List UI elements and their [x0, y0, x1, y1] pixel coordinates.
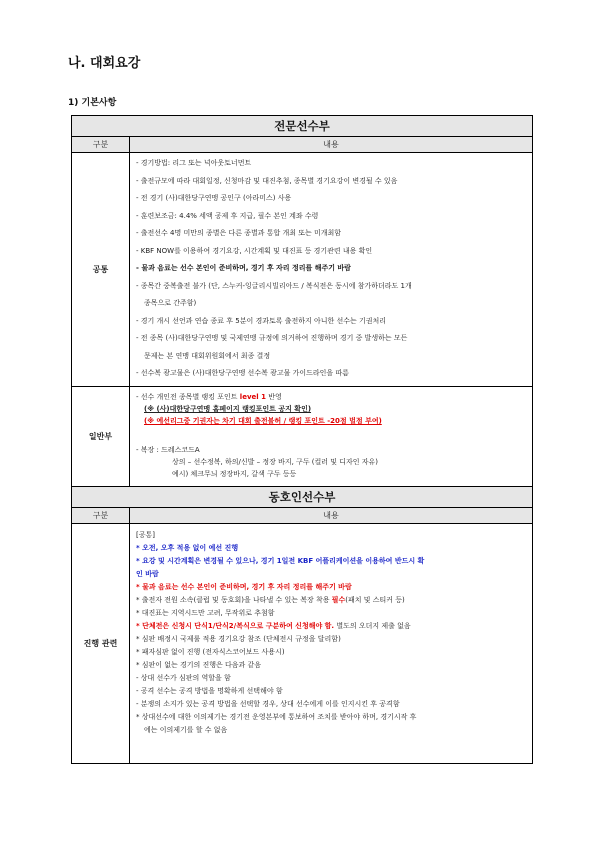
pro-header: 전문선수부 — [72, 116, 533, 137]
list-item-text: 에는 이의제기를 할 수 없음 — [144, 725, 228, 734]
pro-common-content — [130, 153, 533, 387]
club-progress-content — [130, 523, 533, 763]
list-item — [136, 607, 528, 620]
dress-code-example: 예시) 체크무늬 정장바지, 갈색 구두 등등 — [172, 469, 297, 478]
ranking-line — [136, 391, 528, 403]
list-item: - KBF NOW를 이용하여 경기요강, 시간계획 및 대진표 등 경기관련 내용 확인 — [136, 246, 373, 255]
dress-code-line: 상의 – 선수정복, 하의/신발 – 정장 바지, 구두 (컬러 및 디자인 자유) — [172, 457, 379, 466]
list-item: 종목으로 간주함) — [144, 299, 197, 307]
ranking-note-text: (※ (사)대한당구연맹 홈페이지 랭킹포인트 공지 확인) — [144, 404, 312, 413]
list-item: - 물과 음료는 선수 본인이 준비하며, 경기 후 자리 정리를 해주기 바람 — [136, 264, 351, 272]
section-title: 나. 대회요강 — [68, 56, 141, 71]
pro-banner-row — [72, 116, 533, 137]
pro-column-header-row — [72, 137, 533, 153]
list-item — [136, 568, 528, 581]
list-item-text: * 패자심판 없이 진행 (전자식스코어보드 사용시) — [136, 647, 285, 656]
list-item-text: * 출전자 전원 소속(클럽 및 동호회)을 나타낼 수 있는 복장 착용 — [136, 595, 332, 604]
list-item: - 전 경기 (사)대한당구연맹 공인구 (아라미스) 사용 — [136, 194, 292, 202]
pro-general-label: 일반부 — [72, 386, 130, 486]
list-item: - 종목간 중복출전 불가 (단, 스누커-잉글리시빌리아드 / 복식전은 동시에 참가하더라도 1개 — [136, 281, 412, 290]
pro-common-label: 공통 — [72, 153, 130, 387]
list-item-text: [공통] — [136, 530, 155, 539]
col-header-category: 구분 — [72, 137, 130, 153]
list-item — [136, 620, 528, 633]
club-progress-label: 진행 관련 — [72, 523, 130, 763]
pro-general-row — [72, 386, 533, 486]
withdrawal-note — [136, 415, 528, 427]
list-item-text: * 물과 음료는 선수 본인이 준비하며, 경기 후 자리 정리를 해주기 바람 — [136, 582, 352, 591]
list-item — [136, 698, 528, 711]
ranking-text-post: 반영 — [265, 392, 282, 401]
list-item: - 출전규모에 따라 대회일정, 신청마감 및 대진추첨, 종목별 경기요강이 변경될 수 있음 — [136, 176, 398, 185]
list-item — [136, 581, 528, 594]
list-item-text: 인 바람 — [136, 569, 159, 578]
list-item-text: - 상대 선수가 심판의 역할을 함 — [136, 673, 231, 682]
list-item-text: * 요강 및 시간계획은 변경될 수 있으나, 경기 1일전 KBF 어플리케이션을 이용하여 반드시 확 — [136, 556, 425, 565]
list-item — [136, 555, 528, 568]
list-item-text: * 대진표는 지역시드만 고려, 무작위로 추첨함 — [136, 608, 275, 617]
pro-general-content — [130, 386, 533, 486]
list-item: - 전 종목 (사)대한당구연맹 및 국제연맹 규정에 의거하여 진행하며 경기 중 발생하는 모든 — [136, 334, 408, 342]
list-item: - 경기 개시 선언과 연습 종료 후 5분이 경과토록 출전하지 아니한 선수는 기권처리 — [136, 316, 387, 325]
ranking-level: level 1 — [239, 392, 266, 401]
dress-code-title: - 복장 : 드레스코드A — [136, 445, 200, 454]
ranking-text-pre: - 선수 개인전 종목별 랭킹 포인트 — [136, 392, 240, 401]
list-item: - 선수복 광고물은 (사)대한당구연맹 선수복 광고물 가이드라인을 따름 — [136, 369, 349, 377]
list-item-text: * 심판이 없는 경기의 진행은 다음과 같음 — [136, 660, 262, 669]
pro-common-row — [72, 153, 533, 387]
col-header-content: 내용 — [130, 507, 533, 523]
list-item — [136, 711, 528, 724]
rules-table — [71, 115, 533, 764]
ranking-note — [136, 403, 528, 415]
col-header-content: 내용 — [130, 137, 533, 153]
subsection-title: 1) 기본사항 — [68, 98, 117, 108]
col-header-category: 구분 — [72, 507, 130, 523]
list-item — [136, 685, 528, 698]
list-item — [136, 542, 528, 555]
list-item — [136, 672, 528, 685]
list-item — [136, 633, 528, 646]
withdrawal-note-text: (※ 예선리그중 기권자는 차기 대회 출전불허 / 랭킹 포인트 -20점 벌점 부여) — [144, 416, 382, 425]
list-item: - 경기방법: 리그 또는 넉아웃토너먼트 — [136, 159, 252, 167]
club-column-header-row — [72, 507, 533, 523]
list-item-text: * 상대선수에 대한 이의제기는 경기전 운영본부에 통보하여 조치를 받아야 하며, 경기시작 후 — [136, 712, 417, 721]
list-item-text: * 심판 배정시 국제룰 적용 경기요강 참조 (단체전시 규정을 달리함) — [136, 634, 341, 643]
club-banner-row — [72, 486, 533, 507]
list-item-text: - 분쟁의 소지가 있는 공격 방법을 선택할 경우, 상대 선수에게 이를 인지시킨 후 공격함 — [136, 699, 400, 708]
list-item — [136, 724, 528, 737]
list-item — [136, 529, 528, 542]
list-item-emphasis: 필수 — [331, 595, 346, 604]
list-item: 문제는 본 연맹 대회위원회에서 최종 결정 — [144, 351, 271, 360]
list-item-text: - 공격 선수는 공격 방법을 명확하게 선택해야 함 — [136, 686, 283, 695]
club-progress-row — [72, 523, 533, 763]
list-item: - 훈련보조금: 4.4% 세액 공제 후 지급, 필수 본인 계좌 수령 — [136, 211, 319, 220]
club-list — [136, 529, 528, 737]
list-item — [136, 594, 528, 607]
list-item — [136, 659, 528, 672]
list-item-text: * 오전, 오후 적용 없이 예선 진행 — [136, 543, 239, 552]
list-item-suffix: (패치 및 스티커 등) — [345, 595, 405, 604]
club-header: 동호인선수부 — [72, 486, 533, 507]
list-item-text: * 단체전은 신청시 단식1/단식2/복식으로 구분하여 신청해야 함. — [136, 621, 335, 630]
list-item: - 출전선수 4명 미만의 종별은 다른 종별과 통합 개최 또는 미개최함 — [136, 229, 342, 237]
list-item-emphasis: 별도의 오더지 제출 없음 — [334, 621, 411, 630]
list-item — [136, 646, 528, 659]
